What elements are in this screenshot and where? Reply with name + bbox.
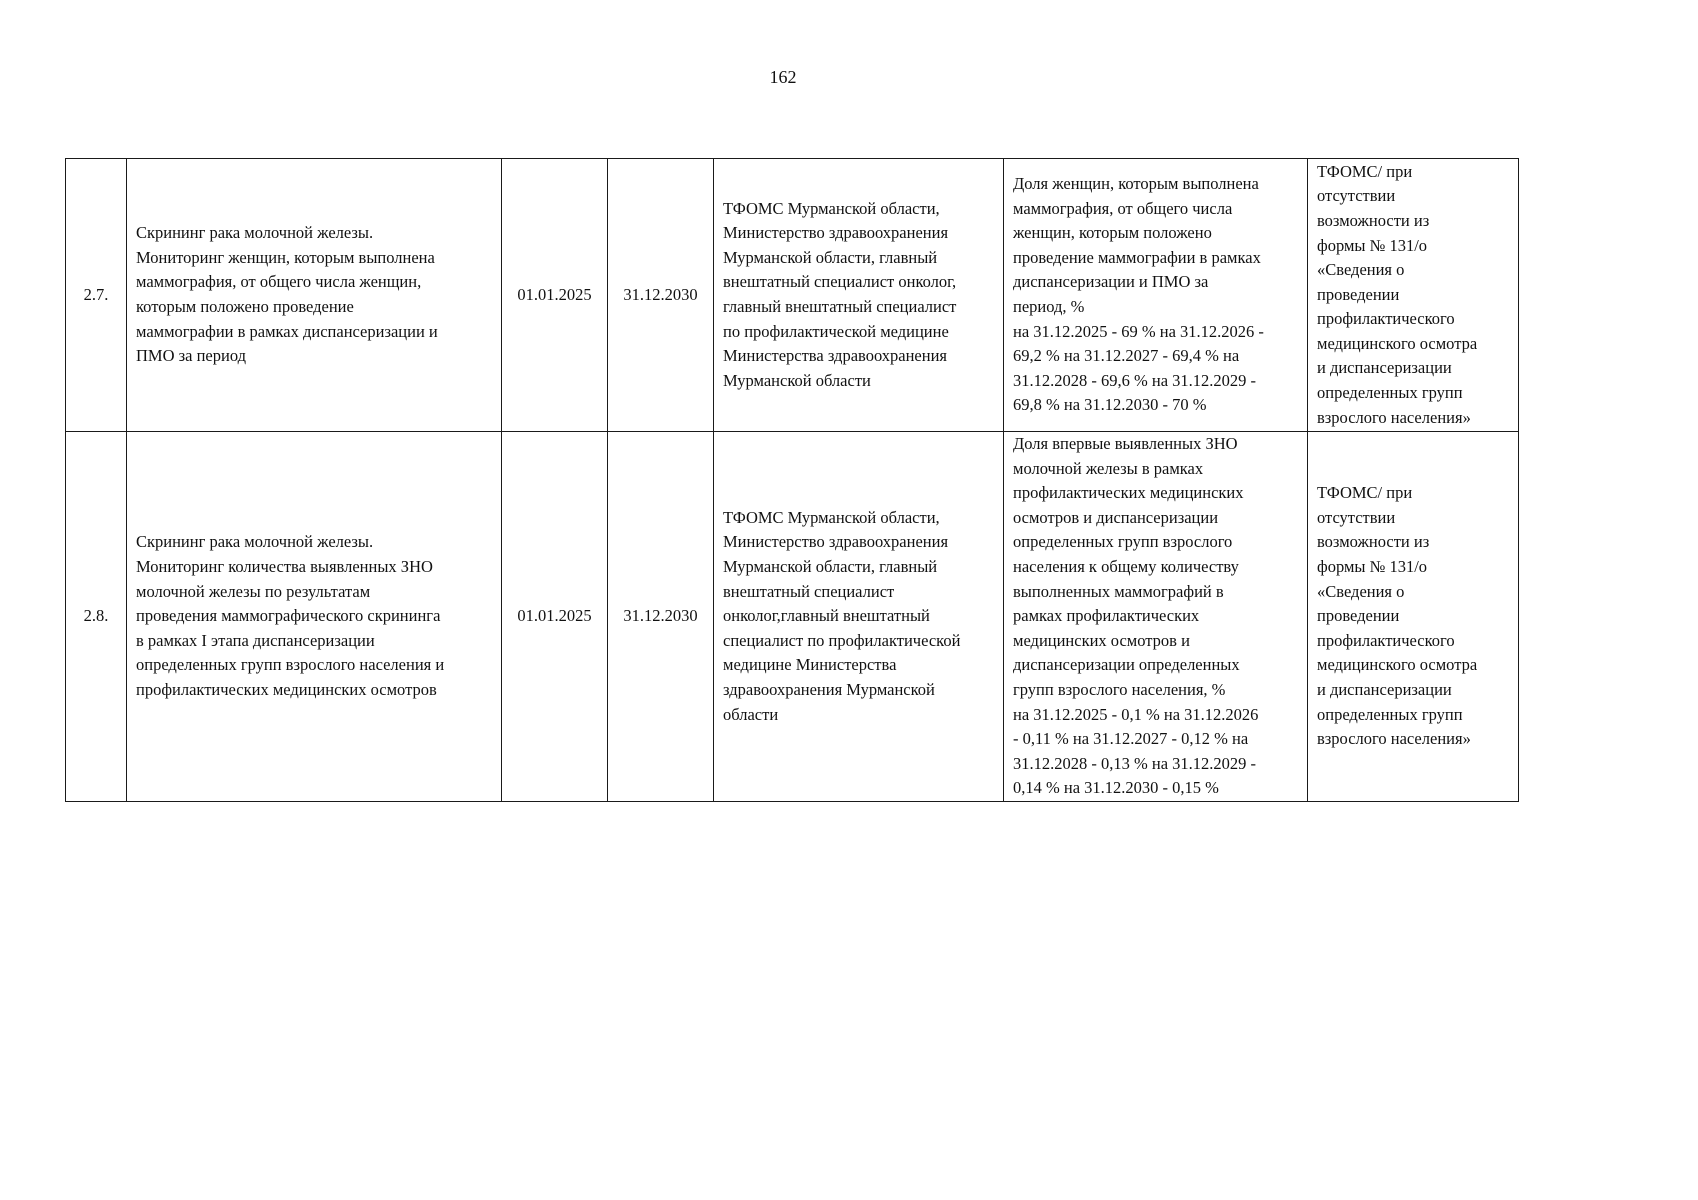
data-source: ТФОМС/ при отсутствии возможности из формы № 131/о «Сведения о проведении профилактического медицинского осмотра и диспансеризации определенных групп взрослого населения»	[1308, 432, 1519, 802]
responsible-parties: ТФОМС Мурманской области, Министерство здравоохранения Мурманской области, главный внештатный специалист онколог,главный внештатный специалист по профилактической медицине Министерства здравоохранения Мурманской области	[714, 432, 1004, 802]
event-description: Скрининг рака молочной железы. Мониторинг количества выявленных ЗНО молочной железы по результатам проведения маммографического скрининга в рамках I этапа диспансеризации определенных групп взрослого населения и профилактических медицинских осмотров	[127, 432, 502, 802]
page-number: 162	[769, 67, 797, 87]
table-row	[66, 432, 1519, 802]
plan-table	[65, 158, 1519, 802]
end-date: 31.12.2030	[608, 432, 714, 802]
row-number: 2.8.	[66, 432, 127, 802]
start-date: 01.01.2025	[502, 159, 608, 432]
event-description: Скрининг рака молочной железы. Мониторинг женщин, которым выполнена маммография, от общего числа женщин, которым положено проведение маммографии в рамках диспансеризации и ПМО за период	[127, 159, 502, 432]
data-source: ТФОМС/ при отсутствии возможности из формы № 131/о «Сведения о проведении профилактического медицинского осмотра и диспансеризации определенных групп взрослого населения»	[1308, 159, 1519, 432]
start-date: 01.01.2025	[502, 432, 608, 802]
indicator: Доля женщин, которым выполнена маммография, от общего числа женщин, которым положено проведение маммографии в рамках диспансеризации и ПМО за период, % на 31.12.2025 - 69 % на 31.12.2026 - 69,2 % на 31.12.2027 - 69,4 % на 31.12.2028 - 69,6 % на 31.12.2029 - 69,8 % на 31.12.2030 - 70 %	[1004, 159, 1308, 432]
end-date: 31.12.2030	[608, 159, 714, 432]
row-number: 2.7.	[66, 159, 127, 432]
indicator: Доля впервые выявленных ЗНО молочной железы в рамках профилактических медицинских осмотров и диспансеризации определенных групп взрослого населения к общему количеству выполненных маммографий в рамках профилактических медицинских осмотров и диспансеризации определенных групп взрослого населения, % на 31.12.2025 - 0,1 % на 31.12.2026 - 0,11 % на 31.12.2027 - 0,12 % на 31.12.2028 - 0,13 % на 31.12.2029 - 0,14 % на 31.12.2030 - 0,15 %	[1004, 432, 1308, 802]
table-row	[66, 159, 1519, 432]
responsible-parties: ТФОМС Мурманской области, Министерство здравоохранения Мурманской области, главный внештатный специалист онколог, главный внештатный специалист по профилактической медицине Министерства здравоохранения Мурманской области	[714, 159, 1004, 432]
